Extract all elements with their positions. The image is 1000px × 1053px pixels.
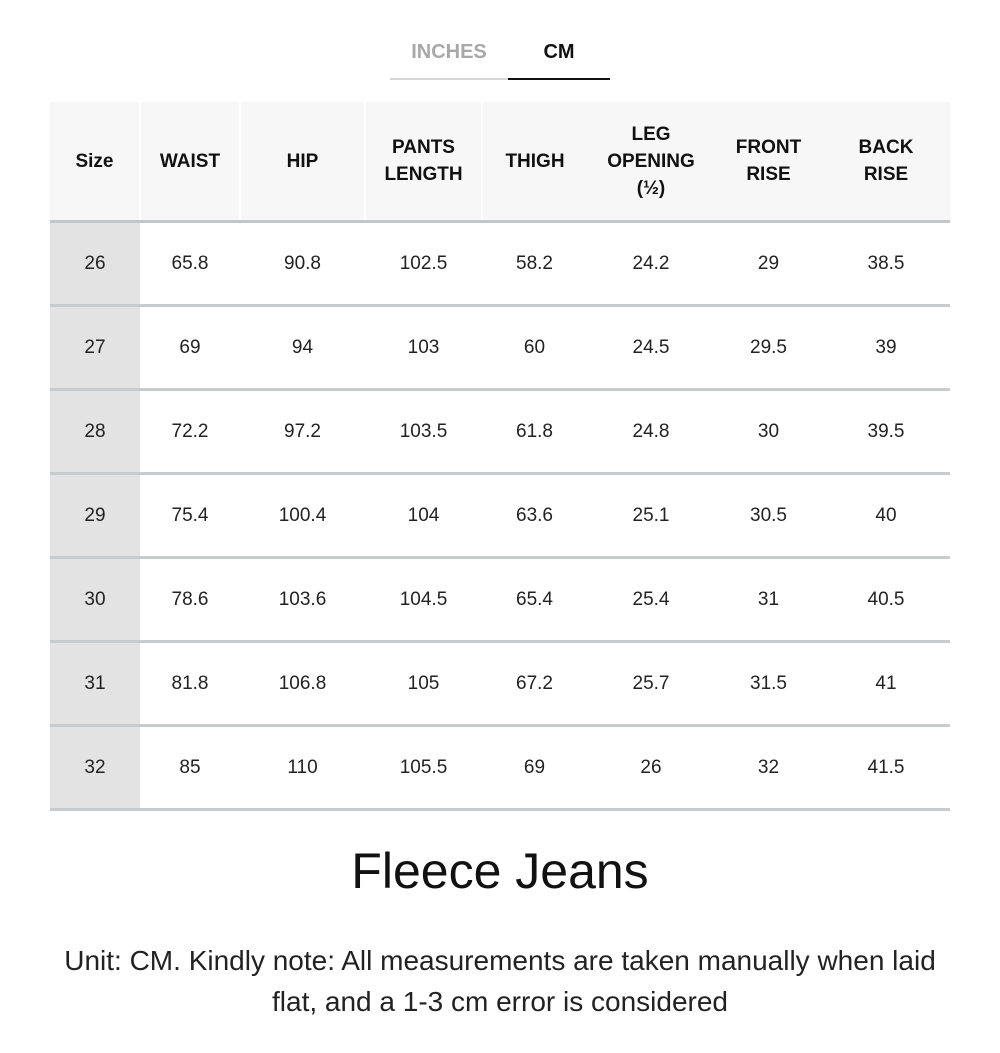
measurement-cell: 103.6 xyxy=(240,558,365,642)
size-cell: 27 xyxy=(50,306,140,390)
measurement-cell: 94 xyxy=(240,306,365,390)
column-header-line: LEG xyxy=(631,123,671,145)
measurement-cell: 67.2 xyxy=(482,642,587,726)
measurement-cell: 61.8 xyxy=(482,390,587,474)
measurement-cell: 102.5 xyxy=(365,222,482,306)
table-row xyxy=(50,558,950,642)
column-header-line: THIGH xyxy=(505,150,565,172)
measurement-cell: 103.5 xyxy=(365,390,482,474)
measurement-cell: 78.6 xyxy=(140,558,240,642)
column-header-line: LENGTH xyxy=(384,164,463,185)
column-header xyxy=(822,102,950,222)
measurement-cell: 32 xyxy=(715,726,822,810)
product-title: Fleece Jeans xyxy=(351,843,649,899)
size-cell: 29 xyxy=(50,474,140,558)
size-chart-table xyxy=(50,102,950,811)
measurement-cell: 40 xyxy=(822,474,950,558)
measurement-cell: 106.8 xyxy=(240,642,365,726)
measurement-cell: 31.5 xyxy=(715,642,822,726)
measurement-cell: 30 xyxy=(715,390,822,474)
table-row xyxy=(50,222,950,306)
table-row xyxy=(50,642,950,726)
column-header-line: WAIST xyxy=(159,150,221,172)
measurement-cell: 25.1 xyxy=(587,474,715,558)
measurement-cell: 26 xyxy=(587,726,715,810)
column-header-line: (½) xyxy=(636,177,666,199)
column-header xyxy=(365,102,482,222)
table-row xyxy=(50,474,950,558)
table-row xyxy=(50,726,950,810)
column-header-line: RISE xyxy=(863,164,909,185)
measurement-cell: 104 xyxy=(365,474,482,558)
column-header-line: HIP xyxy=(286,150,319,172)
column-header xyxy=(482,102,587,222)
measurement-cell: 103 xyxy=(365,306,482,390)
measurement-cell: 72.2 xyxy=(140,390,240,474)
tab-inches[interactable]: INCHES xyxy=(390,30,508,80)
measurement-cell: 104.5 xyxy=(365,558,482,642)
column-header-line: PANTS xyxy=(392,137,455,158)
measurement-cell: 30.5 xyxy=(715,474,822,558)
measurement-cell: 100.4 xyxy=(240,474,365,558)
column-header-line: RISE xyxy=(746,164,791,185)
measurement-cell: 58.2 xyxy=(482,222,587,306)
column-header-line: BACK xyxy=(858,137,914,158)
measurement-cell: 25.4 xyxy=(587,558,715,642)
measurement-cell: 40.5 xyxy=(822,558,950,642)
measurement-cell: 69 xyxy=(482,726,587,810)
column-header xyxy=(715,102,822,222)
column-header xyxy=(240,102,365,222)
column-header xyxy=(140,102,240,222)
measurement-cell: 105 xyxy=(365,642,482,726)
column-header-line: FRONT xyxy=(735,137,802,158)
measurement-cell: 24.2 xyxy=(587,222,715,306)
unit-tabs xyxy=(390,30,610,80)
measurement-cell: 63.6 xyxy=(482,474,587,558)
measurement-cell: 65.4 xyxy=(482,558,587,642)
size-cell: 26 xyxy=(50,222,140,306)
measurement-cell: 60 xyxy=(482,306,587,390)
measurement-cell: 41 xyxy=(822,642,950,726)
measurement-cell: 97.2 xyxy=(240,390,365,474)
header-row xyxy=(50,102,950,222)
size-cell: 28 xyxy=(50,390,140,474)
measurement-cell: 31 xyxy=(715,558,822,642)
measurement-cell: 105.5 xyxy=(365,726,482,810)
table-row xyxy=(50,306,950,390)
measurement-cell: 90.8 xyxy=(240,222,365,306)
measurement-cell: 25.7 xyxy=(587,642,715,726)
column-header xyxy=(50,102,140,222)
measurement-cell: 69 xyxy=(140,306,240,390)
measurement-cell: 81.8 xyxy=(140,642,240,726)
column-header-line: OPENING xyxy=(607,150,695,172)
measurement-cell: 29 xyxy=(715,222,822,306)
measurement-cell: 38.5 xyxy=(822,222,950,306)
table-row xyxy=(50,390,950,474)
measurement-cell: 39 xyxy=(822,306,950,390)
measurement-note: Unit: CM. Kindly note: All measurements are taken manually when laid flat, and a 1-3 cm error is considered xyxy=(64,945,936,1017)
measurement-cell: 75.4 xyxy=(140,474,240,558)
measurement-cell: 110 xyxy=(240,726,365,810)
measurement-cell: 29.5 xyxy=(715,306,822,390)
measurement-cell: 41.5 xyxy=(822,726,950,810)
column-header-line: Size xyxy=(75,150,114,172)
size-cell: 32 xyxy=(50,726,140,810)
size-cell: 31 xyxy=(50,642,140,726)
measurement-cell: 85 xyxy=(140,726,240,810)
measurement-cell: 24.8 xyxy=(587,390,715,474)
measurement-cell: 39.5 xyxy=(822,390,950,474)
measurement-cell: 65.8 xyxy=(140,222,240,306)
column-header xyxy=(587,102,715,222)
measurement-cell: 24.5 xyxy=(587,306,715,390)
size-cell: 30 xyxy=(50,558,140,642)
tab-cm[interactable]: CM xyxy=(508,30,610,80)
